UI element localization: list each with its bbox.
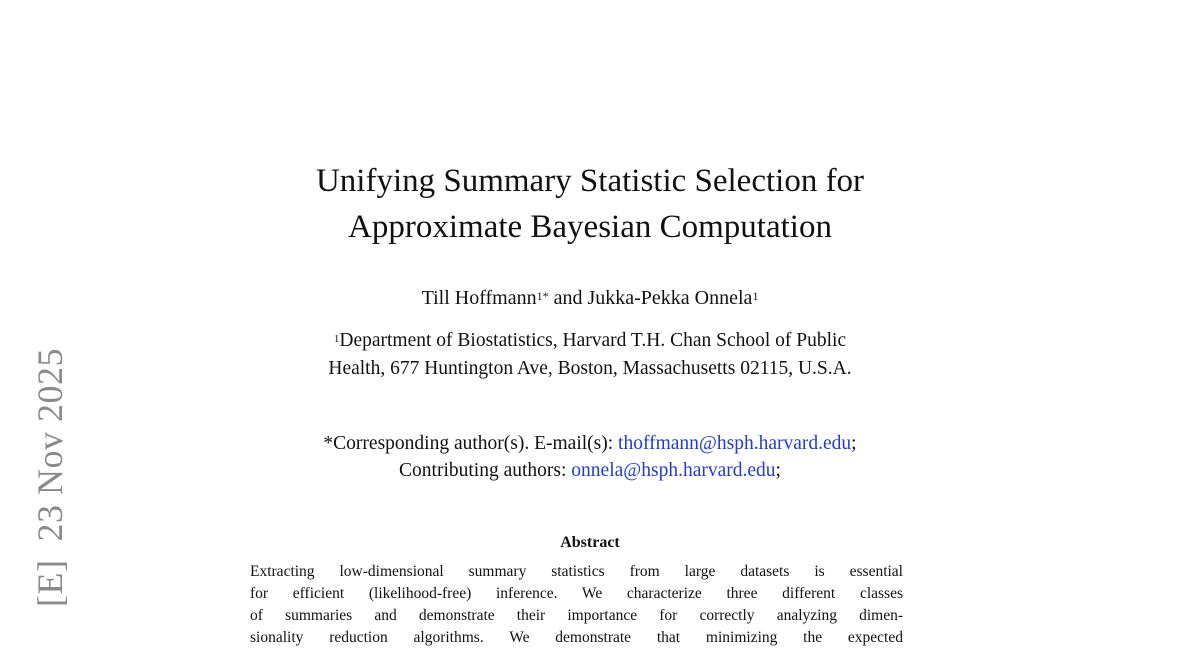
abstract-body: [250, 561, 903, 649]
paper-title-line-2: Approximate Bayesian Computation: [348, 209, 832, 245]
author-name-1: Till Hoffmann: [421, 287, 537, 309]
contributing-email-separator: ;: [775, 460, 781, 481]
corresponding-email-link[interactable]: thoffmann@hsph.harvard.edu: [618, 433, 852, 454]
abstract-heading: Abstract: [560, 534, 620, 551]
abstract-line: for efficient (likelihood-free) inference. We characterize three different classes: [250, 585, 903, 602]
corresponding-author-prefix: *Corresponding author(s). E-mail(s):: [323, 433, 614, 454]
paper-title-line-1: Unifying Summary Statistic Selection for: [315, 163, 865, 199]
abstract-line: sionality reduction algorithms. We demonstrate that minimizing the expected: [250, 629, 903, 646]
arxiv-sidebar-stamp: [28, 348, 72, 648]
corresponding-author-line: [200, 430, 980, 457]
paper-title: [200, 158, 980, 250]
abstract-line: Extracting low-dimensional summary statistics from large datasets is essential: [250, 563, 903, 580]
author-conjunction: and: [553, 287, 583, 309]
arxiv-stamp-bracket: [E]: [30, 559, 70, 607]
affiliation-line-1: [200, 327, 980, 355]
affiliation-block: [200, 327, 980, 383]
contributing-authors-line: [200, 457, 980, 484]
author-1-affiliation-mark: 1*: [536, 289, 549, 303]
corresponding-email-separator: ;: [851, 433, 857, 454]
affiliation-mark: 1: [333, 333, 340, 345]
affiliation-text-1: Department of Biostatistics, Harvard T.H. Chan School of Public: [339, 330, 847, 351]
correspondence-block: [200, 430, 980, 484]
author-list: [200, 284, 980, 312]
abstract-line: of summaries and demonstrate their importance for correctly analyzing dimen-: [250, 607, 903, 624]
contributing-email-link[interactable]: onnela@hsph.harvard.edu: [571, 460, 776, 481]
contributing-authors-prefix: Contributing authors:: [399, 460, 567, 481]
affiliation-line-2: Health, 677 Huntington Ave, Boston, Massachusetts 02115, U.S.A.: [328, 358, 852, 379]
author-name-2: Jukka-Pekka Onnela: [587, 287, 753, 309]
arxiv-stamp-date: 23 Nov 2025: [30, 348, 70, 542]
author-2-affiliation-mark: 1: [752, 289, 759, 303]
